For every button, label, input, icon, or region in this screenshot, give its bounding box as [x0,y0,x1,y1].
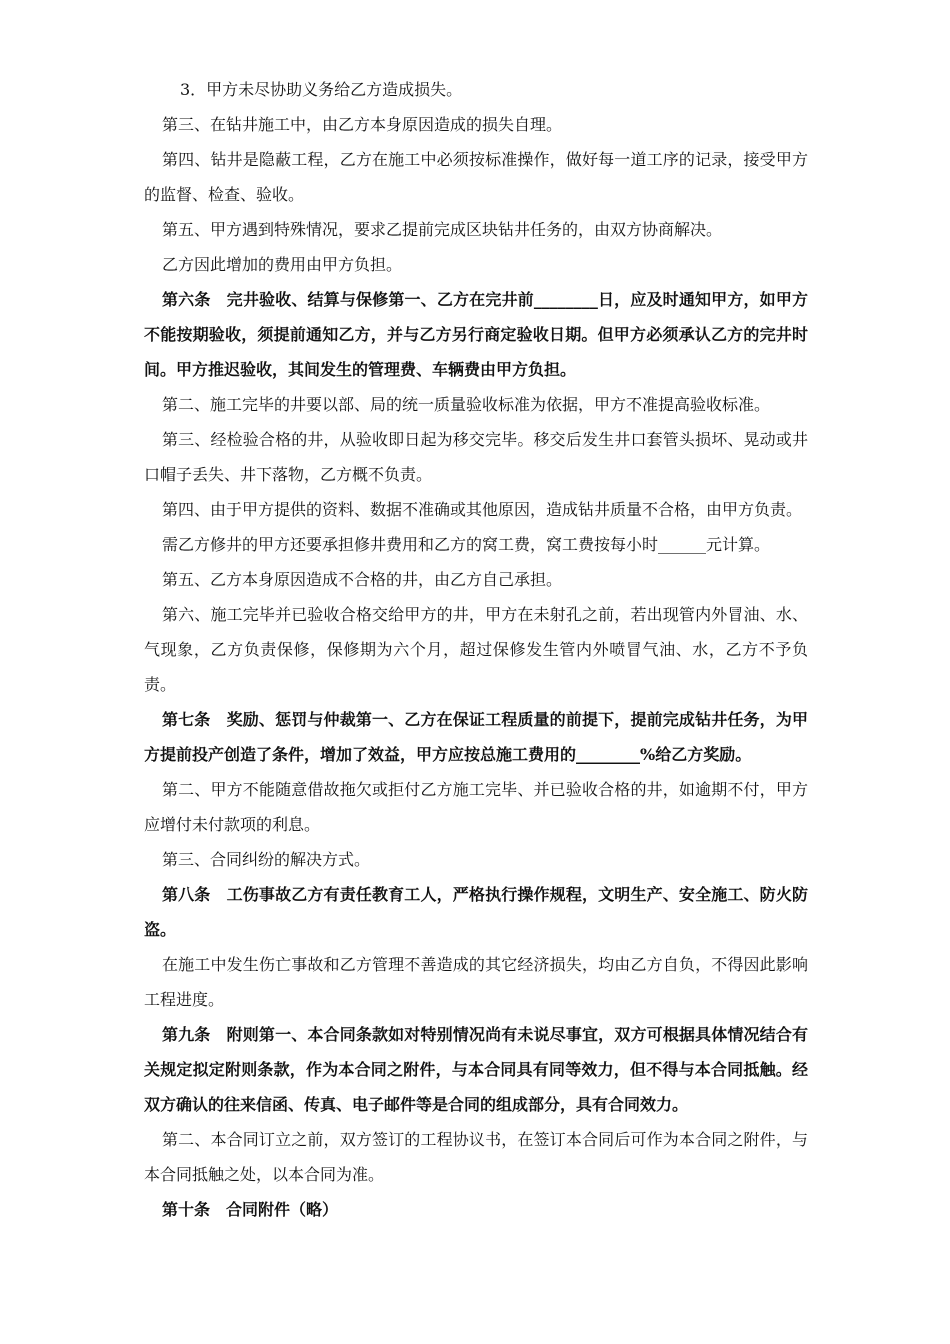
document-page [144,72,808,1227]
article-6-heading: 第六条 完井验收、结算与保修第一、乙方在完井前________日，应及时通知甲方，如甲方不能按期验收，须提前通知乙方，并与乙方另行商定验收日期。但甲方必须承认乙方的完井时间。甲方推迟验收，其间发生的管理费、车辆费由甲方负担。 [144,290,808,379]
paragraph: 第二、施工完毕的井要以部、局的统一质量验收标准为依据，甲方不准提高验收标准。 [162,395,771,414]
article-9-heading: 第九条 附则第一、本合同条款如对特别情况尚有未说尽事宜，双方可根据具体情况结合有关规定拟定附则条款，作为本合同之附件，与本合同具有同等效力，但不得与本合同抵触。经双方确认的往来信函、传真、电子邮件等是合同的组成部分，具有合同效力。 [144,1025,808,1114]
paragraph: 第四、由于甲方提供的资料、数据不准确或其他原因，造成钻井质量不合格，由甲方负责。 [162,500,803,519]
article-8-heading: 第八条 工伤事故乙方有责任教育工人，严格执行操作规程，文明生产、安全施工、防火防盗。 [144,885,808,939]
paragraph: 第四、钻井是隐蔽工程，乙方在施工中必须按标准操作，做好每一道工序的记录，接受甲方的监督、检查、验收。 [144,150,808,204]
paragraph: 第五、甲方遇到特殊情况，要求乙提前完成区块钻井任务的，由双方协商解决。 [162,220,723,239]
paragraph: 第三、合同纠纷的解决方式。 [162,850,371,869]
article-7-heading: 第七条 奖励、惩罚与仲裁第一、乙方在保证工程质量的前提下，提前完成钻井任务，为甲方提前投产创造了条件，增加了效益，甲方应按总施工费用的________%给乙方奖励。 [144,710,808,764]
paragraph: 需乙方修井的甲方还要承担修井费用和乙方的窝工费，窝工费按每小时______元计算。 [162,535,771,554]
paragraph: 第二、甲方不能随意借故拖欠或拒付乙方施工完毕、并已验收合格的井，如逾期不付，甲方应增付未付款项的利息。 [144,780,808,834]
paragraph: 第六、施工完毕并已验收合格交给甲方的井，甲方在未射孔之前，若出现管内外冒油、水、气现象，乙方负责保修，保修期为六个月，超过保修发生管内外喷冒气油、水，乙方不予负责。 [144,605,808,694]
paragraph: 第三、经检验合格的井，从验收即日起为移交完毕。移交后发生井口套管头损坏、晃动或井口帽子丢失、井下落物，乙方概不负责。 [144,430,808,484]
paragraph: 乙方因此增加的费用由甲方负担。 [162,255,403,274]
paragraph: 第二、本合同订立之前，双方签订的工程协议书，在签订本合同后可作为本合同之附件，与本合同抵触之处，以本合同为准。 [144,1130,808,1184]
paragraph: 第五、乙方本身原因造成不合格的井，由乙方自己承担。 [162,570,563,589]
paragraph: 第三、在钻井施工中，由乙方本身原因造成的损失自理。 [162,115,563,134]
paragraph: 在施工中发生伤亡事故和乙方管理不善造成的其它经济损失，均由乙方自负，不得因此影响工程进度。 [144,955,808,1009]
article-10-heading: 第十条 合同附件（略） [162,1200,339,1219]
clause-item-3: 3．甲方未尽协助义务给乙方造成损失。 [180,80,463,99]
